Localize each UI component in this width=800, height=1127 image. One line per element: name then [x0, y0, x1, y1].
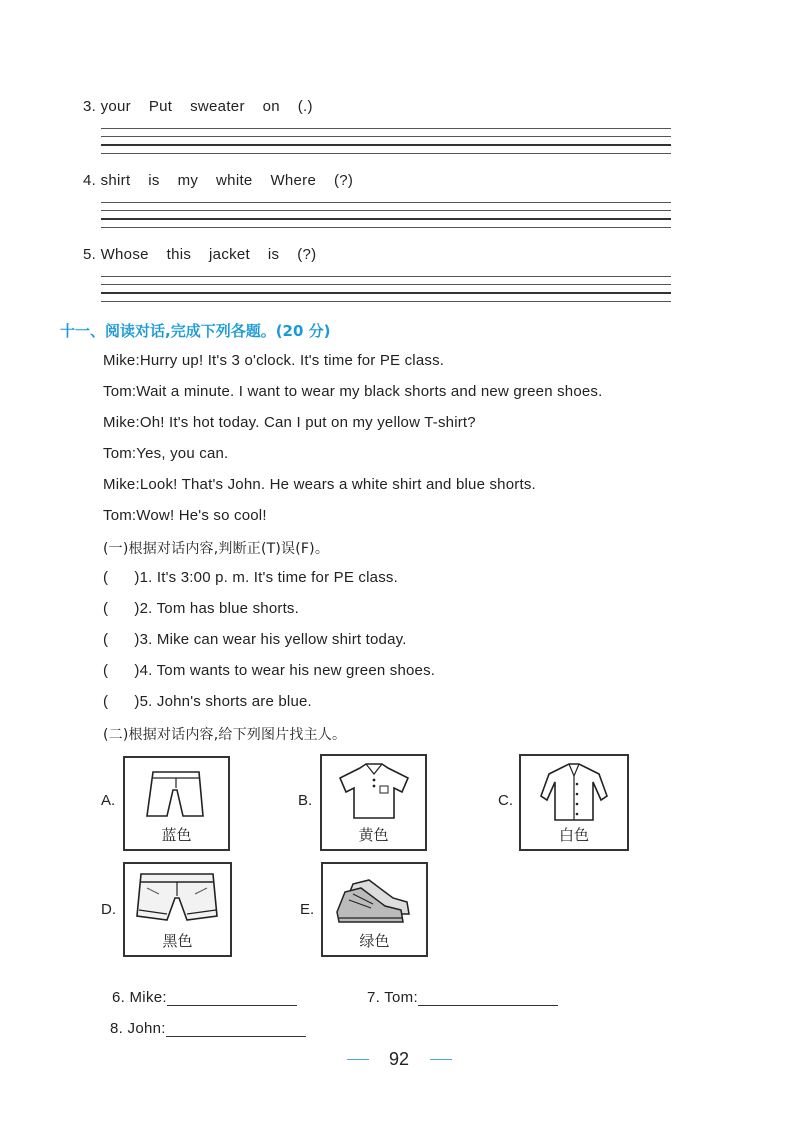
question-5: 5. Whose this jacket is (?)	[83, 246, 317, 263]
dialogue-line: Tom:Wait a minute. I want to wear my black shorts and new green shoes.	[103, 383, 603, 400]
tf-item[interactable]: ( )3. Mike can wear his yellow shirt today.	[103, 631, 407, 648]
picture-b-label: 黄色	[358, 826, 389, 844]
dialogue-line: Mike:Oh! It's hot today. Can I put on my yellow T-shirt?	[103, 414, 476, 431]
picture-c	[519, 754, 629, 851]
page-number-dash-left	[347, 1059, 369, 1060]
part1-title: (一)根据对话内容,判断正(T)误(F)。	[103, 541, 330, 557]
picture-d	[123, 862, 232, 957]
tf-item[interactable]: ( )4. Tom wants to wear his new green shoes.	[103, 662, 436, 679]
answer-8-label: 8. John:	[109, 1020, 166, 1037]
picture-letter-d: D.	[101, 901, 116, 918]
page-number-dash-right	[430, 1059, 452, 1060]
answer-6-label: 6. Mike:	[111, 989, 167, 1006]
dialogue-line: Mike:Look! That's John. He wears a white shirt and blue shorts.	[103, 476, 536, 493]
picture-e	[321, 862, 428, 957]
answer-6[interactable]	[103, 972, 297, 1006]
picture-e-label: 绿色	[359, 932, 390, 950]
picture-a-label: 蓝色	[161, 826, 192, 844]
question-3: 3. your Put sweater on (.)	[83, 98, 313, 115]
tf-item[interactable]: ( )2. Tom has blue shorts.	[103, 600, 299, 617]
dialogue-line: Tom:Wow! He's so cool!	[103, 507, 267, 524]
tf-item[interactable]: ( )5. John's shorts are blue.	[103, 693, 312, 710]
denim-shorts-icon	[125, 864, 230, 928]
answer-7[interactable]	[358, 972, 558, 1006]
tf-item[interactable]: ( )1. It's 3:00 p. m. It's time for PE class.	[103, 569, 398, 586]
picture-letter-e: E.	[300, 901, 315, 918]
picture-b	[320, 754, 427, 851]
shirt-icon	[521, 756, 627, 826]
question-4: 4. shirt is my white Where (?)	[83, 172, 354, 189]
answer-lines-5[interactable]	[101, 276, 671, 309]
dialogue-line: Mike:Hurry up! It's 3 o'clock. It's time for PE class.	[103, 352, 445, 369]
dialogue-line: Tom:Yes, you can.	[103, 445, 229, 462]
answer-7-blank[interactable]	[418, 989, 558, 1006]
picture-letter-a: A.	[101, 792, 116, 809]
picture-letter-c: C.	[498, 792, 513, 809]
picture-d-label: 黑色	[162, 932, 193, 950]
answer-7-label: 7. Tom:	[366, 989, 418, 1006]
answer-8-blank[interactable]	[166, 1020, 306, 1037]
tshirt-icon	[322, 756, 425, 826]
answer-lines-3[interactable]	[101, 128, 671, 161]
picture-a	[123, 756, 230, 851]
answer-lines-4[interactable]	[101, 202, 671, 235]
part2-title: (二)根据对话内容,给下列图片找主人。	[103, 727, 347, 743]
picture-letter-b: B.	[298, 792, 313, 809]
shoes-icon	[323, 864, 426, 928]
shorts-icon	[125, 758, 228, 826]
answer-8[interactable]	[101, 1003, 306, 1037]
page-number: 92	[389, 1049, 410, 1069]
section-title: 十一、阅读对话,完成下列各题。(20 分)	[60, 322, 331, 340]
picture-c-label: 白色	[558, 826, 589, 844]
